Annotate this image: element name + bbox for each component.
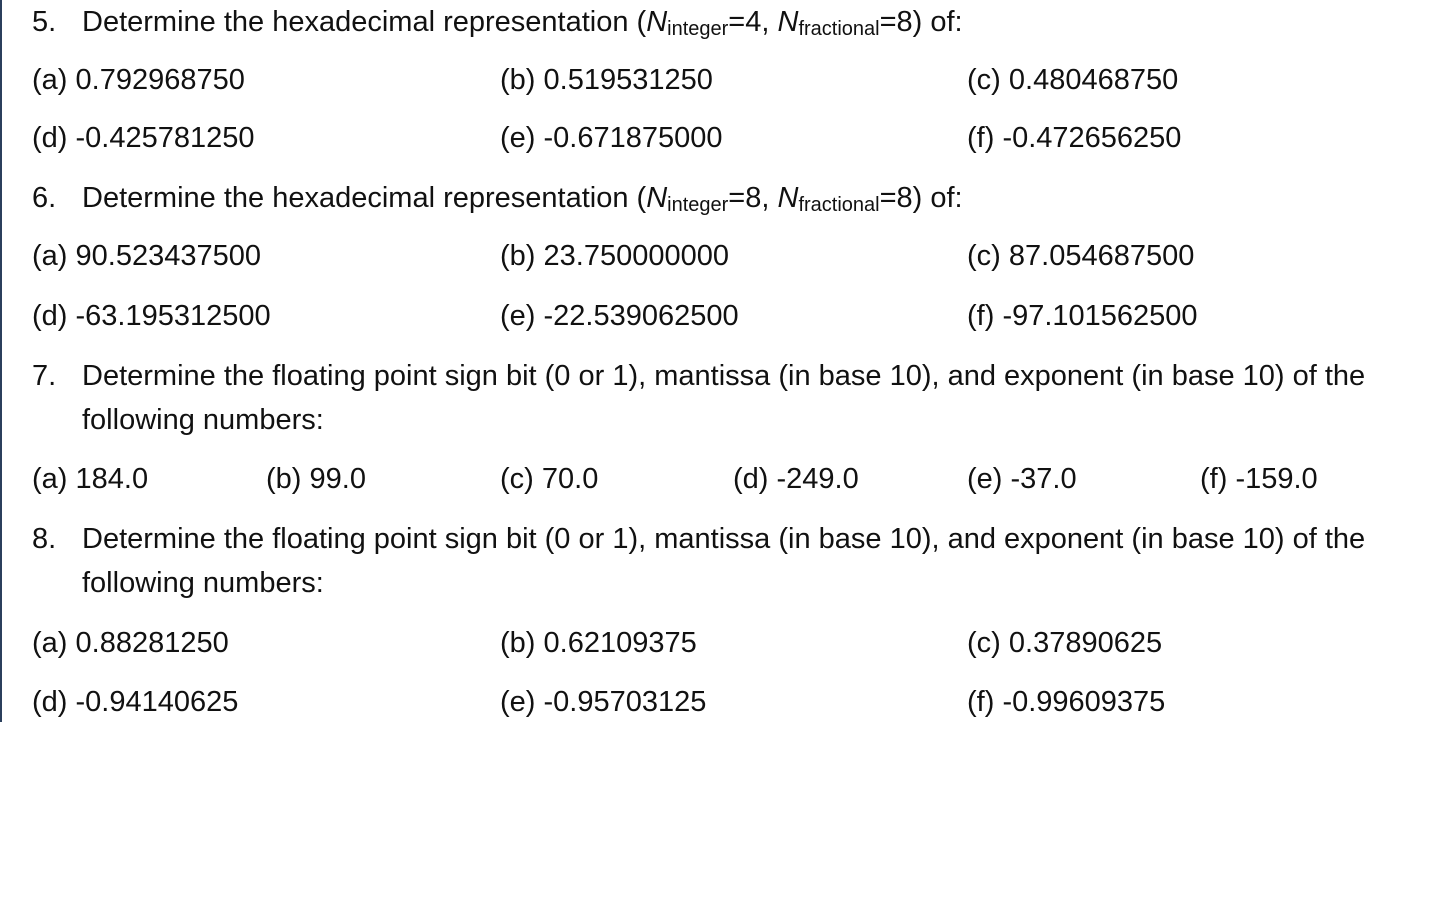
item-label: (b) — [266, 463, 302, 495]
item-label: (c) — [500, 463, 534, 495]
item-value: -159.0 — [1235, 463, 1318, 495]
question-5-item-c — [967, 58, 1178, 102]
item-value: -0.99609375 — [1002, 686, 1166, 718]
n-symbol: N — [777, 182, 799, 214]
question-8-item-f — [967, 680, 1165, 724]
item-label: (e) — [500, 300, 536, 332]
item-value: 0.88281250 — [75, 627, 229, 659]
question-8-item-b — [500, 621, 697, 665]
n-symbol: N — [777, 6, 799, 38]
question-number: 5. — [32, 6, 57, 38]
item-label: (f) — [967, 122, 995, 154]
item-value: 90.523437500 — [75, 240, 261, 272]
item-label: (f) — [967, 300, 995, 332]
item-label: (b) — [500, 627, 536, 659]
item-label: (d) — [32, 300, 68, 332]
question-7-prompt-continued: following numbers: — [82, 404, 324, 436]
item-value: 0.519531250 — [543, 64, 713, 96]
item-label: (f) — [967, 686, 995, 718]
item-label: (b) — [500, 64, 536, 96]
item-value: -22.539062500 — [543, 300, 739, 332]
question-8-prompt — [32, 517, 1365, 561]
item-label: (c) — [967, 240, 1001, 272]
item-label: (d) — [32, 122, 68, 154]
question-8-prompt-continued: following numbers: — [82, 567, 324, 599]
question-text: Determine the hexadecimal representation ( — [82, 182, 647, 214]
item-label: (a) — [32, 463, 68, 495]
item-label: (d) — [32, 686, 68, 718]
question-5-item-a — [32, 58, 245, 102]
question-number: 7. — [32, 360, 57, 392]
item-value: 0.37890625 — [1008, 627, 1163, 659]
n-integer-subscript: integer — [667, 194, 729, 216]
question-7-item-a — [32, 457, 148, 501]
question-text: Determine the floating point sign bit (0 or 1), mantissa (in base 10), and exponent (in base 10) of the — [82, 523, 1366, 555]
item-label: (e) — [967, 463, 1003, 495]
question-7-prompt — [32, 354, 1365, 398]
n-fractional-subscript: fractional — [798, 194, 880, 216]
question-6-item-e — [500, 294, 739, 338]
question-8-item-e — [500, 680, 706, 724]
n-fractional-value: =8) of: — [879, 6, 963, 38]
item-value: -0.95703125 — [543, 686, 707, 718]
item-label: (c) — [967, 64, 1001, 96]
item-label: (a) — [32, 627, 68, 659]
item-value: -97.101562500 — [1002, 300, 1198, 332]
n-integer-value: =8, — [728, 182, 778, 214]
question-5-item-d — [32, 116, 255, 160]
question-6-item-f — [967, 294, 1198, 338]
item-value: 184.0 — [75, 463, 149, 495]
n-symbol: N — [646, 182, 668, 214]
question-7-item-e — [967, 457, 1077, 501]
question-text: Determine the floating point sign bit (0 or 1), mantissa (in base 10), and exponent (in base 10) of the — [82, 360, 1366, 392]
item-value: 70.0 — [541, 463, 599, 495]
item-label: (b) — [500, 240, 536, 272]
question-8-item-c — [967, 621, 1162, 665]
question-8-item-d — [32, 680, 238, 724]
item-value: -0.671875000 — [543, 122, 723, 154]
question-7-item-b — [266, 457, 366, 501]
question-5-prompt — [32, 0, 963, 47]
question-6-item-c — [967, 234, 1194, 278]
n-symbol: N — [646, 6, 668, 38]
question-8-item-a — [32, 621, 229, 665]
question-5-item-e — [500, 116, 723, 160]
item-value: 0.480468750 — [1008, 64, 1179, 96]
item-value: -249.0 — [776, 463, 859, 495]
question-7-item-f — [1200, 457, 1318, 501]
item-value: 0.792968750 — [75, 64, 245, 96]
question-6-item-d — [32, 294, 271, 338]
item-value: -0.425781250 — [75, 122, 255, 154]
question-6-item-b — [500, 234, 729, 278]
item-value: 87.054687500 — [1008, 240, 1195, 272]
question-7-item-c — [500, 457, 598, 501]
item-label: (a) — [32, 240, 68, 272]
item-value: -63.195312500 — [75, 300, 271, 332]
item-label: (e) — [500, 122, 536, 154]
question-6-item-a — [32, 234, 261, 278]
item-label: (f) — [1200, 463, 1228, 495]
question-number: 8. — [32, 523, 57, 555]
n-fractional-value: =8) of: — [879, 182, 963, 214]
item-value: 23.750000000 — [543, 240, 729, 272]
question-6-prompt — [32, 176, 963, 223]
question-5-item-f — [967, 116, 1181, 160]
item-label: (c) — [967, 627, 1001, 659]
item-label: (e) — [500, 686, 536, 718]
item-value: -37.0 — [1010, 463, 1077, 495]
question-number: 6. — [32, 182, 57, 214]
n-integer-subscript: integer — [667, 18, 729, 40]
item-value: -0.472656250 — [1002, 122, 1182, 154]
item-label: (a) — [32, 64, 68, 96]
n-fractional-subscript: fractional — [798, 18, 880, 40]
item-label: (d) — [733, 463, 769, 495]
question-text: Determine the hexadecimal representation ( — [82, 6, 647, 38]
item-value: -0.94140625 — [75, 686, 239, 718]
item-value: 99.0 — [309, 463, 366, 495]
item-value: 0.62109375 — [543, 627, 697, 659]
question-5-item-b — [500, 58, 713, 102]
n-integer-value: =4, — [728, 6, 778, 38]
question-7-item-d — [733, 457, 859, 501]
